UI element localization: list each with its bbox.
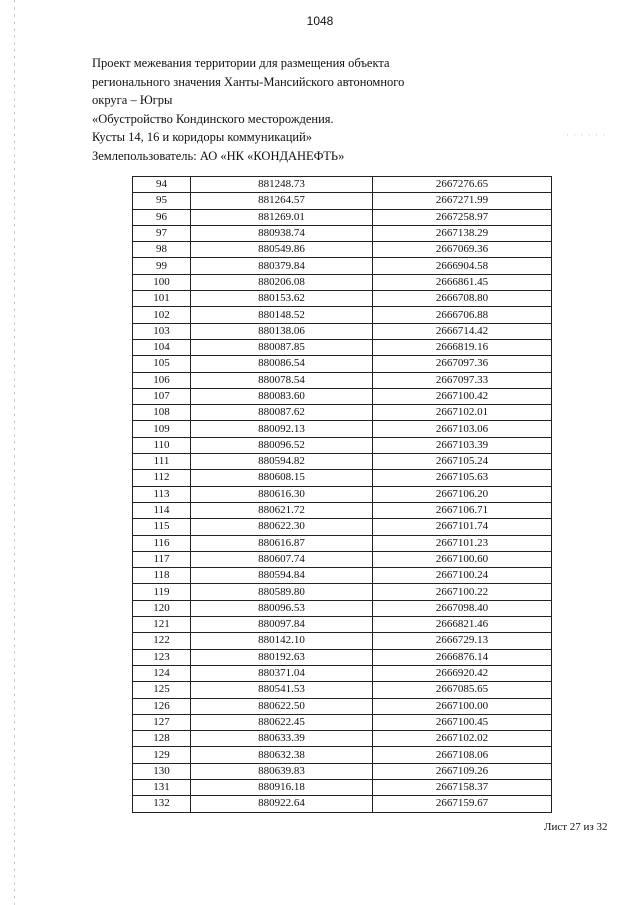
y-coordinate-cell: 2666706.88 [373,307,552,323]
x-coordinate-cell: 880549.86 [191,242,373,258]
y-coordinate-cell: 2666861.45 [373,274,552,290]
y-coordinate-cell: 2667271.99 [373,193,552,209]
point-number-cell: 97 [133,225,191,241]
y-coordinate-cell: 2667159.67 [373,796,552,812]
x-coordinate-cell: 880096.53 [191,600,373,616]
point-number-cell: 123 [133,649,191,665]
x-coordinate-cell: 881269.01 [191,209,373,225]
coordinates-table [132,176,552,813]
x-coordinate-cell: 880083.60 [191,388,373,404]
point-number-cell: 116 [133,535,191,551]
x-coordinate-cell: 880632.38 [191,747,373,763]
point-number-cell: 105 [133,356,191,372]
y-coordinate-cell: 2667098.40 [373,600,552,616]
point-number-cell: 99 [133,258,191,274]
point-number-cell: 112 [133,470,191,486]
header-line: Землепользователь: АО «НК «КОНДАНЕФТЬ» [92,148,345,163]
x-coordinate-cell: 881264.57 [191,193,373,209]
point-number-cell: 120 [133,600,191,616]
table-row [133,519,552,535]
page-number: 1048 [306,14,334,28]
x-coordinate-cell: 880192.63 [191,649,373,665]
y-coordinate-cell: 2667105.24 [373,454,552,470]
y-coordinate-cell: 2666729.13 [373,633,552,649]
point-number-cell: 103 [133,323,191,339]
y-coordinate-cell: 2667100.45 [373,714,552,730]
point-number-cell: 126 [133,698,191,714]
x-coordinate-cell: 880097.84 [191,617,373,633]
table-row [133,291,552,307]
y-coordinate-cell: 2667109.26 [373,763,552,779]
point-number-cell: 132 [133,796,191,812]
header-line: Кусты 14, 16 и коридоры коммуникаций» [92,130,313,144]
x-coordinate-cell: 880087.85 [191,339,373,355]
point-number-cell: 117 [133,551,191,567]
table-row [133,665,552,681]
table-row [133,225,552,241]
table-row [133,242,552,258]
y-coordinate-cell: 2666708.80 [373,291,552,307]
y-coordinate-cell: 2667100.00 [373,698,552,714]
point-number-cell: 100 [133,274,191,290]
y-coordinate-cell: 2666904.58 [373,258,552,274]
y-coordinate-cell: 2667069.36 [373,242,552,258]
point-number-cell: 124 [133,665,191,681]
table-row [133,796,552,812]
y-coordinate-cell: 2667158.37 [373,779,552,795]
point-number-cell: 98 [133,242,191,258]
table-row [133,600,552,616]
point-number-cell: 107 [133,388,191,404]
x-coordinate-cell: 880622.50 [191,698,373,714]
point-number-cell: 113 [133,486,191,502]
table-row [133,584,552,600]
y-coordinate-cell: 2667258.97 [373,209,552,225]
table-row [133,502,552,518]
table-row [133,388,552,404]
table-row [133,763,552,779]
x-coordinate-cell: 880087.62 [191,405,373,421]
x-coordinate-cell: 880086.54 [191,356,373,372]
x-coordinate-cell: 880371.04 [191,665,373,681]
y-coordinate-cell: 2667100.22 [373,584,552,600]
y-coordinate-cell: 2667097.33 [373,372,552,388]
scan-edge-line [14,0,15,905]
y-coordinate-cell: 2667097.36 [373,356,552,372]
point-number-cell: 110 [133,437,191,453]
table-row [133,470,552,486]
y-coordinate-cell: 2666876.14 [373,649,552,665]
table-row [133,682,552,698]
table-row [133,731,552,747]
table-row [133,177,552,193]
point-number-cell: 111 [133,454,191,470]
table-row [133,486,552,502]
y-coordinate-cell: 2667102.01 [373,405,552,421]
table-row [133,454,552,470]
table-row [133,339,552,355]
table-row [133,779,552,795]
y-coordinate-cell: 2667276.65 [373,177,552,193]
y-coordinate-cell: 2666714.42 [373,323,552,339]
table-row [133,617,552,633]
y-coordinate-cell: 2667100.24 [373,568,552,584]
table-row [133,193,552,209]
x-coordinate-cell: 880078.54 [191,372,373,388]
y-coordinate-cell: 2667106.20 [373,486,552,502]
scan-specks: · · · · · · [566,130,607,140]
y-coordinate-cell: 2667102.02 [373,731,552,747]
table-row [133,307,552,323]
x-coordinate-cell: 880148.52 [191,307,373,323]
table-row [133,372,552,388]
y-coordinate-cell: 2667103.39 [373,437,552,453]
y-coordinate-cell: 2667100.60 [373,551,552,567]
y-coordinate-cell: 2666821.46 [373,617,552,633]
point-number-cell: 131 [133,779,191,795]
x-coordinate-cell: 880379.84 [191,258,373,274]
x-coordinate-cell: 880633.39 [191,731,373,747]
sheet-counter: Лист 27 из 32 [544,821,608,833]
table-row [133,649,552,665]
table-row [133,405,552,421]
x-coordinate-cell: 880153.62 [191,291,373,307]
header-line: Проект межевания территории для размещения объекта [92,56,390,70]
point-number-cell: 94 [133,177,191,193]
y-coordinate-cell: 2666819.16 [373,339,552,355]
table-row [133,551,552,567]
table-row [133,421,552,437]
x-coordinate-cell: 880594.84 [191,568,373,584]
table-row [133,747,552,763]
y-coordinate-cell: 2667108.06 [373,747,552,763]
x-coordinate-cell: 880594.82 [191,454,373,470]
x-coordinate-cell: 880092.13 [191,421,373,437]
point-number-cell: 96 [133,209,191,225]
table-row [133,258,552,274]
x-coordinate-cell: 880916.18 [191,779,373,795]
y-coordinate-cell: 2666920.42 [373,665,552,681]
x-coordinate-cell: 881248.73 [191,177,373,193]
point-number-cell: 125 [133,682,191,698]
x-coordinate-cell: 880607.74 [191,551,373,567]
point-number-cell: 102 [133,307,191,323]
x-coordinate-cell: 880138.06 [191,323,373,339]
point-number-cell: 114 [133,502,191,518]
x-coordinate-cell: 880621.72 [191,502,373,518]
table-row [133,356,552,372]
x-coordinate-cell: 880096.52 [191,437,373,453]
table-row [133,698,552,714]
point-number-cell: 129 [133,747,191,763]
x-coordinate-cell: 880142.10 [191,633,373,649]
x-coordinate-cell: 880616.30 [191,486,373,502]
x-coordinate-cell: 880616.87 [191,535,373,551]
y-coordinate-cell: 2667106.71 [373,502,552,518]
y-coordinate-cell: 2667103.06 [373,421,552,437]
x-coordinate-cell: 880639.83 [191,763,373,779]
x-coordinate-cell: 880589.80 [191,584,373,600]
table-row [133,568,552,584]
table-row [133,437,552,453]
x-coordinate-cell: 880608.15 [191,470,373,486]
point-number-cell: 128 [133,731,191,747]
x-coordinate-cell: 880938.74 [191,225,373,241]
point-number-cell: 115 [133,519,191,535]
table-row [133,323,552,339]
point-number-cell: 104 [133,339,191,355]
header-line: регионального значения Ханты-Мансийского автономного [92,74,405,89]
point-number-cell: 118 [133,568,191,584]
point-number-cell: 108 [133,405,191,421]
y-coordinate-cell: 2667100.42 [373,388,552,404]
x-coordinate-cell: 880541.53 [191,682,373,698]
point-number-cell: 121 [133,617,191,633]
point-number-cell: 95 [133,193,191,209]
table-row [133,535,552,551]
x-coordinate-cell: 880206.08 [191,274,373,290]
header-line: округа – Югры [92,93,173,107]
point-number-cell: 119 [133,584,191,600]
y-coordinate-cell: 2667138.29 [373,225,552,241]
point-number-cell: 130 [133,763,191,779]
header-line: «Обустройство Кондинского месторождения. [92,111,334,126]
table-row [133,633,552,649]
y-coordinate-cell: 2667105.63 [373,470,552,486]
y-coordinate-cell: 2667085.65 [373,682,552,698]
coordinates-table-body [133,177,552,813]
point-number-cell: 127 [133,714,191,730]
table-row [133,274,552,290]
x-coordinate-cell: 880622.45 [191,714,373,730]
point-number-cell: 122 [133,633,191,649]
y-coordinate-cell: 2667101.23 [373,535,552,551]
y-coordinate-cell: 2667101.74 [373,519,552,535]
point-number-cell: 109 [133,421,191,437]
x-coordinate-cell: 880622.30 [191,519,373,535]
x-coordinate-cell: 880922.64 [191,796,373,812]
table-row [133,209,552,225]
point-number-cell: 101 [133,291,191,307]
document-header [92,54,492,165]
table-row [133,714,552,730]
point-number-cell: 106 [133,372,191,388]
